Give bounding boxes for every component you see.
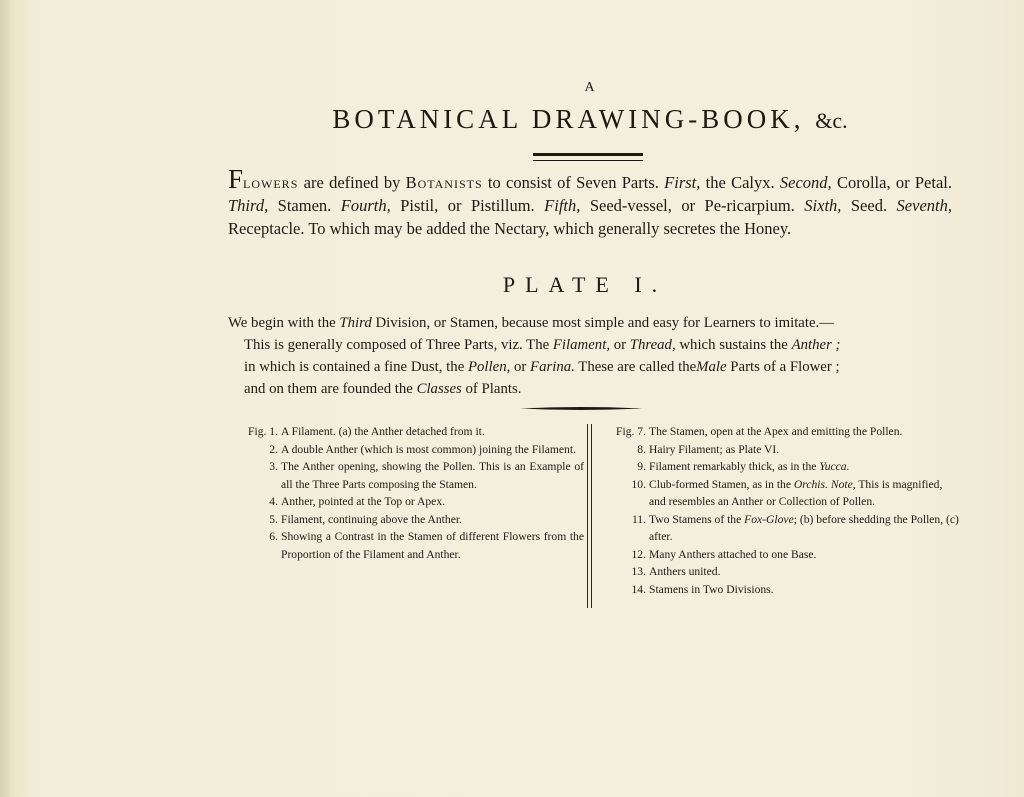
figure-label: 12. bbox=[631, 547, 646, 561]
intro-first: First, bbox=[664, 173, 701, 192]
title-text: BOTANICAL DRAWING-BOOK, bbox=[332, 104, 805, 134]
figure-item bbox=[596, 546, 960, 564]
figure-text-em: Note, bbox=[827, 477, 856, 491]
plate-paragraph bbox=[228, 312, 958, 400]
figure-label: 10. bbox=[631, 477, 646, 491]
plate-em: Filament, bbox=[552, 337, 611, 353]
title-suffix: &c. bbox=[815, 108, 848, 133]
figure-text-em: Orchis. bbox=[793, 477, 828, 491]
figure-item bbox=[596, 563, 960, 581]
figure-text bbox=[649, 458, 960, 476]
plate-text: in which is contained a fine Dust, the bbox=[244, 359, 468, 375]
figure-label: 3. bbox=[269, 460, 278, 473]
figure-label: 2. bbox=[269, 442, 278, 456]
figure-text: A double Anther (which is most common) joining the Filament. bbox=[281, 442, 576, 456]
figure-label: 9. bbox=[637, 460, 646, 473]
intro-text-8: Seed. bbox=[841, 196, 897, 215]
plate-em: Anther ; bbox=[791, 337, 841, 353]
figure-item bbox=[596, 458, 960, 476]
figure-label: 14. bbox=[631, 582, 646, 596]
intro-text-5: Stamen. bbox=[268, 196, 341, 215]
plate-line-1 bbox=[228, 312, 958, 334]
plate-text: This is generally composed of Three Parts, viz. The bbox=[244, 337, 553, 353]
plate-em: Male bbox=[696, 359, 727, 375]
intro-text-3: the Calyx. bbox=[700, 173, 780, 192]
plate-text: or bbox=[510, 359, 531, 375]
plate-text: and on them are founded the bbox=[244, 381, 417, 397]
figure-text-part: Filament remarkably thick, as in the bbox=[649, 460, 820, 473]
figure-list-left bbox=[228, 423, 584, 563]
figure-label: 11. bbox=[631, 512, 646, 526]
figure-label: 6. bbox=[269, 530, 278, 543]
figure-text-em: Fox-Glove bbox=[744, 512, 794, 526]
plate-em: Third bbox=[339, 315, 372, 331]
figure-text-part: Club-formed Stamen, as in the bbox=[649, 477, 794, 491]
figure-text: Anthers united. bbox=[649, 565, 721, 578]
figure-text-part: Two Stamens of the bbox=[649, 512, 745, 526]
figure-item bbox=[228, 441, 584, 459]
figure-item bbox=[228, 528, 584, 563]
plate-line-4 bbox=[228, 378, 958, 400]
figure-item bbox=[596, 423, 960, 441]
figure-item bbox=[228, 493, 584, 511]
intro-first-word: lowers bbox=[243, 173, 299, 192]
figure-text: The Anther opening, showing the Pollen. This is an Example of all the Three Parts composing the Stamen. bbox=[281, 460, 584, 491]
plate-em: Pollen, bbox=[467, 359, 511, 375]
figure-label: 8. bbox=[637, 442, 646, 456]
figure-text: Filament, continuing above the Anther. bbox=[281, 512, 462, 526]
figure-label: 13. bbox=[631, 565, 646, 578]
plate-text: These are called the bbox=[574, 359, 697, 375]
intro-text-6: Pistil, or Pistillum. bbox=[390, 196, 545, 215]
figure-text bbox=[649, 476, 960, 511]
plate-heading: PLATE I. bbox=[502, 272, 668, 297]
plate-line-2 bbox=[228, 334, 958, 356]
intro-text-4: Corolla, or Petal. bbox=[831, 173, 952, 192]
intro-sixth: Sixth, bbox=[804, 196, 842, 215]
figure-text-em: Yucca. bbox=[819, 460, 850, 473]
figure-item bbox=[228, 511, 584, 529]
intro-seventh: Seventh, bbox=[896, 196, 952, 215]
figure-text-part: ; (b) before shedding the Pollen, (c) after. bbox=[649, 512, 959, 543]
plate-text: Division, or Stamen, because most simple and easy for Learners to imitate.— bbox=[371, 315, 835, 331]
page-title bbox=[0, 104, 1024, 135]
figure-item bbox=[596, 441, 960, 459]
plate-em: Farina. bbox=[530, 359, 575, 375]
figure-label: 4. bbox=[269, 495, 278, 508]
figure-text: Hairy Filament; as Plate VI. bbox=[649, 442, 780, 456]
figure-text: Showing a Contrast in the Stamen of different Flowers from the Proportion of the Filament and Anther. bbox=[281, 530, 584, 561]
figure-label: 5. bbox=[269, 512, 278, 526]
pre-title: A bbox=[584, 80, 596, 95]
figure-item bbox=[228, 458, 584, 493]
plate-text: which sustains the bbox=[675, 337, 792, 353]
figure-item bbox=[596, 476, 960, 511]
title-double-rule bbox=[533, 153, 643, 161]
figure-item bbox=[228, 423, 584, 441]
plate-em: Thread, bbox=[629, 337, 676, 353]
plate-em: Classes bbox=[416, 381, 462, 397]
figure-text bbox=[649, 511, 960, 546]
figure-text: A Filament. (a) the Anther detached from it. bbox=[281, 425, 485, 438]
intro-text-1: are defined by bbox=[298, 173, 406, 192]
plate-text: We begin with the bbox=[228, 315, 340, 331]
plate-text: Parts of a Flower ; bbox=[726, 359, 840, 375]
section-swell-rule bbox=[520, 406, 642, 411]
plate-text: or bbox=[610, 337, 630, 353]
intro-text-7: Seed-vessel, or Pe-ricarpium. bbox=[580, 196, 805, 215]
figure-list-right bbox=[596, 423, 960, 598]
figure-item bbox=[596, 511, 960, 546]
drop-cap: F bbox=[228, 164, 244, 194]
intro-fifth: Fifth, bbox=[544, 196, 581, 215]
plate-line-3 bbox=[228, 356, 958, 378]
intro-second: Second, bbox=[779, 173, 832, 192]
column-divider bbox=[587, 424, 592, 608]
intro-botanists: Botanists bbox=[405, 173, 483, 192]
intro-third: Third, bbox=[228, 196, 269, 215]
figure-text-part: This is magnified, and resembles an Anther or Collection of Pollen. bbox=[649, 477, 943, 508]
figure-item bbox=[596, 581, 960, 599]
plate-text: of Plants. bbox=[461, 381, 522, 397]
figure-text: The Stamen, open at the Apex and emitting the Pollen. bbox=[649, 425, 903, 438]
intro-text-9: Receptacle. To which may be added the Nectary, which generally secretes the Honey. bbox=[228, 219, 792, 238]
intro-paragraph bbox=[228, 164, 952, 240]
figure-label: Fig. 7. bbox=[616, 425, 646, 438]
figure-text: Anther, pointed at the Top or Apex. bbox=[281, 495, 446, 508]
intro-fourth: Fourth, bbox=[340, 196, 391, 215]
intro-text-2: to consist of Seven Parts. bbox=[482, 173, 665, 192]
figure-text: Many Anthers attached to one Base. bbox=[649, 547, 817, 561]
figure-label: Fig. 1. bbox=[248, 425, 278, 438]
figure-text: Stamens in Two Divisions. bbox=[649, 582, 774, 596]
